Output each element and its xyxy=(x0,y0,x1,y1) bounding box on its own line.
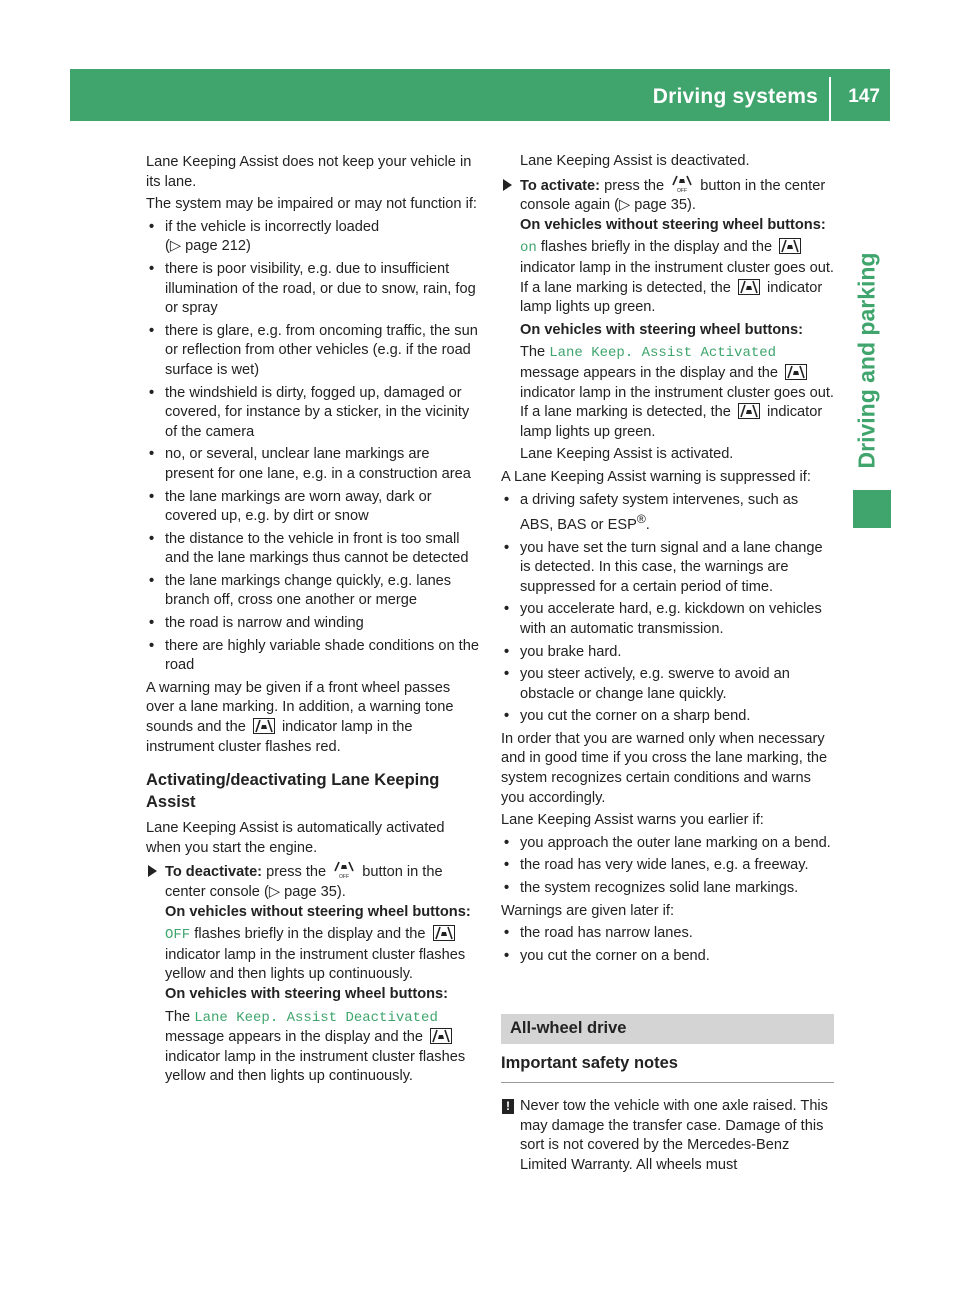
text: indicator lamp lights up green. xyxy=(520,279,823,316)
variant-description xyxy=(501,343,834,442)
lane-keeping-indicator-icon xyxy=(738,279,760,295)
status-text: Lane Keeping Assist is deactivated. xyxy=(520,153,750,169)
text: indicator lamp lights up green. xyxy=(520,404,823,440)
step-arrow-icon xyxy=(148,865,157,877)
list-item: • the road has narrow lanes. xyxy=(501,924,834,944)
lane-keeping-indicator-icon xyxy=(430,1028,452,1044)
text: button in the center console again (▷ page 35). xyxy=(520,177,826,214)
list-item: • you steer actively, e.g. swerve to avoid an obstacle or change lane quickly. xyxy=(501,665,834,704)
variant-description xyxy=(146,1008,480,1087)
step-arrow-icon xyxy=(503,179,512,191)
right-column xyxy=(501,152,834,1175)
display-code: OFF xyxy=(165,927,191,944)
list-item: • the windshield is dirty, fogged up, damaged or covered, for instance by a sticker, in the vicinity of the camera xyxy=(146,384,480,443)
list-item: • the system recognizes solid lane markings. xyxy=(501,879,834,899)
list-item: • the lane markings change quickly, e.g. lanes branch off, cross one another or merge xyxy=(146,572,480,611)
lane-keeping-indicator-icon xyxy=(738,403,760,419)
side-tab-marker xyxy=(853,490,891,528)
list-item xyxy=(501,491,834,536)
step-activate xyxy=(501,175,834,236)
auto-activation-text: Lane Keeping Assist is automatically activated when you start the engine. xyxy=(146,820,445,856)
text: flashes briefly in the display and the xyxy=(540,239,773,256)
text: indicator lamp in the instrument cluster goes out. If a lane marking is detected, the xyxy=(520,384,834,421)
list-item: • there is poor visibility, e.g. due to insufficient illumination of the road, or due to snow, rain, fog or spray xyxy=(146,260,480,319)
list-item: • there is glare, e.g. from oncoming traffic, the sun or reflection from other vehicles (e.g. if the road surface is wet) xyxy=(146,322,480,381)
text: indicator lamp in the instrument cluster goes out. If a lane marking is detected, the xyxy=(520,259,834,296)
variant-heading: On vehicles without steering wheel buttons: xyxy=(520,216,826,233)
text: A warning may be given if a front wheel passes over a lane marking. In addition, a warning tone sounds and the xyxy=(146,679,454,736)
text: . xyxy=(645,516,650,533)
display-message: Lane Keep. Assist Deactivated xyxy=(194,1009,438,1026)
display-code: on xyxy=(520,240,537,257)
intro-paragraph: The system may be impaired or may not function if: xyxy=(146,196,477,213)
list-item: • the road is narrow and winding xyxy=(146,614,480,634)
list-item-text: a driving safety system intervenes, such as ABS, BAS or ESP xyxy=(520,491,799,533)
registered-mark: ® xyxy=(636,512,646,527)
text: indicator lamp in the instrument cluster flashes red. xyxy=(146,719,413,755)
text: press the xyxy=(266,864,327,881)
text: message appears in the display and the xyxy=(165,1029,423,1046)
variant-description xyxy=(146,925,480,1004)
text: message appears in the display and the xyxy=(520,364,778,381)
lane-keeping-indicator-icon xyxy=(785,364,807,380)
list-item xyxy=(146,218,480,257)
variant-heading: On vehicles with steering wheel buttons: xyxy=(520,321,804,338)
lane-keeping-off-button-icon xyxy=(333,861,355,879)
page-number: 147 xyxy=(848,86,880,107)
list-item: • you cut the corner on a sharp bend. xyxy=(501,707,834,727)
side-tab xyxy=(847,250,887,470)
subsection-heading: Activating/deactivating Lane Keeping Assist xyxy=(146,771,440,812)
text: press the xyxy=(604,177,665,194)
intro-paragraph: Lane Keeping Assist does not keep your vehicle in its lane. xyxy=(146,154,472,190)
section-heading: All-wheel drive xyxy=(501,1014,834,1044)
text: flashes briefly in the display and the xyxy=(194,926,426,943)
side-tab-label: Driving and parking xyxy=(853,252,880,468)
section-title: Driving systems xyxy=(652,85,818,108)
later-intro: Warnings are given later if: xyxy=(501,902,675,919)
list-item: • the lane markings are worn away, dark or covered up, e.g. by dirt or snow xyxy=(146,488,480,527)
list-item: • no, or several, unclear lane markings are present for one lane, e.g. in a construction area xyxy=(146,445,480,484)
list-item: • you brake hard. xyxy=(501,643,834,663)
display-message: Lane Keep. Assist Activated xyxy=(549,345,777,362)
note-text: Never tow the vehicle with one axle raised. This may damage the transfer case. Damage of this sort is not covered by the Mercedes-Benz Limited Warranty. All wheels must xyxy=(520,1098,828,1173)
page-reference: (▷ page 212) xyxy=(165,238,251,255)
header-divider xyxy=(829,77,831,121)
divider xyxy=(501,1082,834,1083)
list-item: • the road has very wide lanes, e.g. a freeway. xyxy=(501,856,834,876)
list-item: • you have set the turn signal and a lane change is detected. In this case, the warnings are suppressed for a certain period of time. xyxy=(501,539,834,598)
list-item: • you cut the corner on a bend. xyxy=(501,947,834,967)
warning-note xyxy=(501,1097,834,1175)
text: indicator lamp in the instrument cluster flashes yellow and then lights up continuously. xyxy=(165,1048,466,1085)
text: The xyxy=(165,1008,191,1025)
list-item-text: if the vehicle is incorrectly loaded xyxy=(165,218,380,235)
text: The xyxy=(520,344,546,361)
text: button in the center console (▷ page 35). xyxy=(165,864,443,900)
text: indicator lamp in the instrument cluster flashes yellow and then lights up continuously. xyxy=(165,946,466,983)
list-item: • the distance to the vehicle in front is too small and the lane markings thus cannot be detected xyxy=(146,530,480,569)
lane-keeping-off-button-icon xyxy=(671,175,693,193)
list-item: • you accelerate hard, e.g. kickdown on vehicles with an automatic transmission. xyxy=(501,600,834,639)
variant-description xyxy=(501,238,834,317)
warning-paragraph xyxy=(146,679,480,757)
left-column xyxy=(146,153,480,1090)
earlier-intro: Lane Keeping Assist warns you earlier if: xyxy=(501,812,764,829)
list-item: • there are highly variable shade conditions on the road xyxy=(146,637,480,676)
step-label: To deactivate: xyxy=(165,864,263,881)
lane-keeping-indicator-icon xyxy=(253,718,275,734)
step-label: To activate: xyxy=(520,177,601,194)
good-time-paragraph: In order that you are warned only when necessary and in good time if you cross the lane marking, the system recognizes certain conditions and warns you accordingly. xyxy=(501,730,828,806)
subsection-heading: Important safety notes xyxy=(501,1054,678,1073)
lane-keeping-indicator-icon xyxy=(779,238,801,254)
suppressed-intro: A Lane Keeping Assist warning is suppressed if: xyxy=(501,468,811,485)
status-text: Lane Keeping Assist is activated. xyxy=(520,446,734,463)
variant-heading: On vehicles with steering wheel buttons: xyxy=(165,985,449,1002)
exclamation-icon: ! xyxy=(502,1099,514,1114)
variant-heading: On vehicles without steering wheel buttons: xyxy=(165,903,471,920)
lane-keeping-indicator-icon xyxy=(433,925,455,941)
step-deactivate xyxy=(146,861,480,922)
header-bar xyxy=(70,69,890,121)
list-item: • you approach the outer lane marking on a bend. xyxy=(501,834,834,854)
